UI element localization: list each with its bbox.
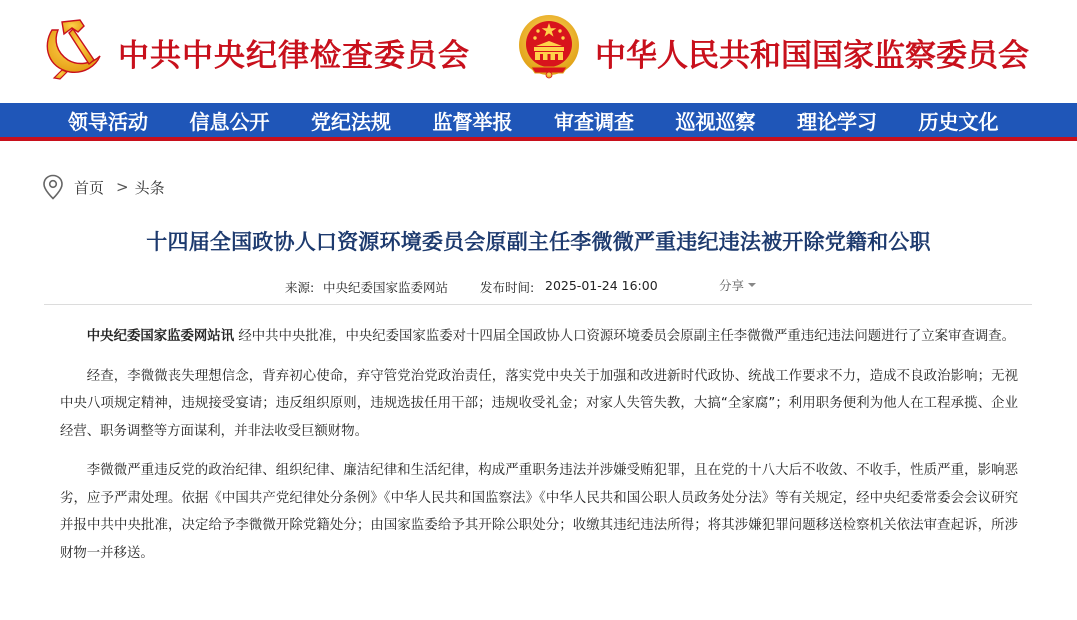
- nav-item-regulations[interactable]: 党纪法规: [311, 110, 391, 134]
- publish-time-value: 2025-01-24 16:00: [545, 278, 658, 293]
- article-paragraph: [60, 323, 1018, 351]
- source-value: 中央纪委国家监委网站: [323, 280, 449, 295]
- paragraph-text: 经中共中央批准，中央纪委国家监委对十四届全国政协人口资源环境委员会原副主任李微微严重违纪违法问题进行了立案审查调查。: [234, 329, 1016, 344]
- publish-time-label: 发布时间:: [480, 280, 535, 295]
- breadcrumb-separator: >: [116, 178, 129, 196]
- party-emblem-icon: [40, 12, 104, 80]
- article-paragraph: [60, 457, 1018, 567]
- location-pin-icon: [42, 174, 64, 200]
- cpc-ccdi-title[interactable]: 中共中央纪律检查委员会: [118, 38, 470, 74]
- breadcrumb-home[interactable]: 首页: [74, 178, 105, 197]
- article-body: [60, 323, 1018, 579]
- title-divider: [44, 304, 1032, 305]
- nav-item-investigation[interactable]: 审查调查: [554, 110, 634, 134]
- paragraph-lead: 中央纪委国家监委网站讯: [86, 329, 235, 344]
- breadcrumb-current[interactable]: 头条: [134, 178, 165, 197]
- nav-item-theory[interactable]: 理论学习: [797, 110, 877, 134]
- paragraph-text: 经查，李微微丧失理想信念，背弃初心使命，弃守管党治党政治责任，落实党中央关于加强和改进新时代政协、统战工作要求不力，造成不良政治影响；无视中央八项规定精神，违规接受宴请；违反组织原则，违规选拔任用干部；违规收受礼金；对家人失管失教，大搞“全家腐”；利用职务便利为他人在工程承揽、企业经营、职务调整等方面谋利，并非法收受巨额财物。: [60, 368, 1018, 439]
- nsc-title[interactable]: 中华人民共和国国家监察委员会: [595, 38, 1029, 74]
- breadcrumb: [42, 174, 165, 200]
- paragraph-text: 李微微严重违反党的政治纪律、组织纪律、廉洁纪律和生活纪律，构成严重职务违法并涉嫌受贿犯罪，且在党的十八大后不收敛、不收手，性质严重，影响恶劣，应予严肃处理。依据《中国共产党纪律处分条例》《中华人民共和国监察法》《中华人民共和国公职人员政务处分法》等有关规定，经中央纪委常委会会议研究并报中共中央批准，决定给予李微微开除党籍处分；由国家监委给予其开除公职处分；收缴其违纪违法所得；将其涉嫌犯罪问题移送检察机关依法审查起诉，所涉财物一并移送。: [60, 463, 1018, 561]
- nav-item-disclosure[interactable]: 信息公开: [189, 110, 270, 134]
- masthead: [0, 0, 1077, 103]
- article-paragraph: [60, 363, 1018, 446]
- main-nav: [0, 103, 1077, 141]
- caret-down-icon: [748, 283, 756, 287]
- article-meta: [0, 278, 1077, 296]
- national-emblem-icon: [517, 13, 581, 81]
- nav-item-inspection[interactable]: 巡视巡察: [675, 110, 756, 134]
- share-button[interactable]: [719, 276, 756, 294]
- nav-item-history[interactable]: 历史文化: [918, 110, 999, 134]
- share-label: 分享: [719, 278, 745, 293]
- nav-item-leadership[interactable]: 领导活动: [68, 110, 148, 134]
- source-label: 来源:: [285, 280, 315, 295]
- nav-item-reporting[interactable]: 监督举报: [432, 110, 513, 134]
- article-title: 十四届全国政协人口资源环境委员会原副主任李微微严重违纪违法被开除党籍和公职: [146, 230, 931, 254]
